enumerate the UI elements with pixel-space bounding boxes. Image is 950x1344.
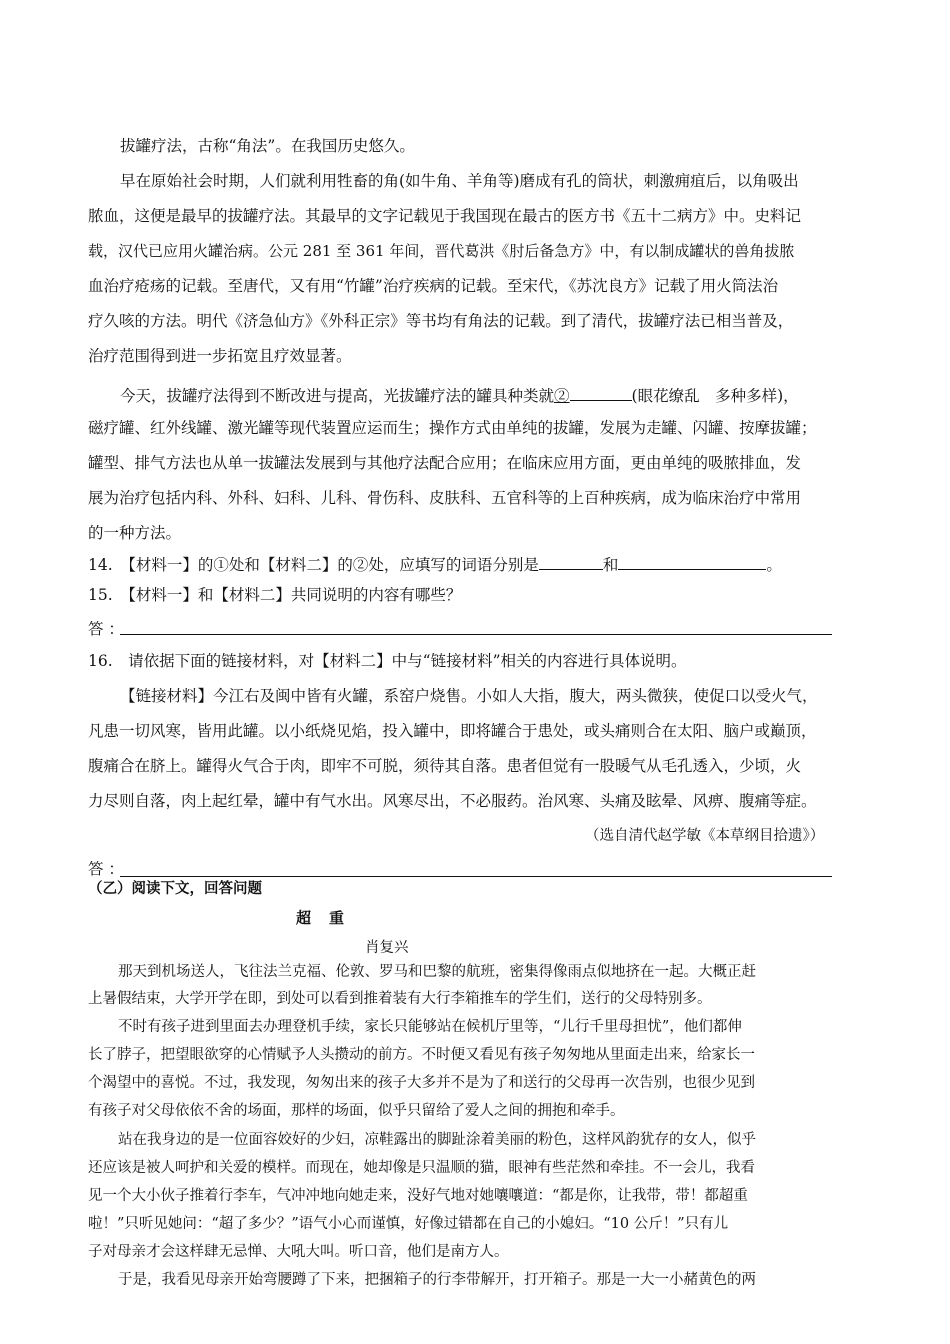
link-material-source: （选自清代赵学敏《本草纲目拾遗》） bbox=[585, 828, 825, 844]
answer-line-15[interactable] bbox=[120, 634, 832, 635]
fill-blank-2[interactable] bbox=[570, 384, 632, 401]
blank-marker-2: ② bbox=[554, 387, 570, 405]
answer-label-16: 答 ： bbox=[88, 860, 124, 878]
link-material-line-1: 【链接材料】今江右及闽中皆有火罐，系窑户烧售。小如人大指，腹大，两头微狭，使促口以受火气， bbox=[120, 687, 818, 705]
material2-para1-line-6: 治疗范围得到进一步拓宽且疗效显著。 bbox=[88, 347, 352, 365]
article-author: 肖复兴 bbox=[365, 940, 409, 956]
question-14-text: 14. 【材料一】的①处和【材料二】的②处，应填写的词语分别是 bbox=[88, 556, 539, 574]
link-material-line-2: 凡患一切风寒，皆用此罐。以小纸烧见焰，投入罐中，即将罐合于患处，或头痛则合在太阳、脑户或巅顶， bbox=[88, 722, 817, 740]
article-title: 超重 bbox=[296, 909, 363, 927]
article-line-10: 啦！”只听见她问：“超了多少？”语气小心而谨慎，好像过错都在自己的小媳妇。“10 公斤！”只有儿 bbox=[88, 1216, 729, 1232]
article-line-3: 不时有孩子进到里面去办理登机手续，家长只能够站在候机厅里等，“儿行千里母担忧”，他们都伸 bbox=[118, 1019, 742, 1035]
material2-para2-text-post: (眼花缭乱 多种多样)， bbox=[631, 387, 799, 405]
material2-para2-line-2: 磁疗罐、红外线罐、激光罐等现代装置应运而生；操作方式由单纯的拔罐，发展为走罐、闪罐、按摩拔罐； bbox=[88, 419, 817, 437]
material2-para2-line-1 bbox=[120, 384, 799, 406]
article-line-12: 于是，我看见母亲开始弯腰蹲了下来，把捆箱子的行李带解开，打开箱子。那是一大一小赭黄色的两 bbox=[118, 1272, 756, 1288]
article-line-7: 站在我身边的是一位面容姣好的少妇，凉鞋露出的脚趾涂着美丽的粉色，这样风韵犹存的女人，似乎 bbox=[118, 1132, 756, 1148]
q14-blank-1[interactable] bbox=[539, 553, 603, 570]
article-line-9: 见一个大小伙子推着行李车，气冲冲地向她走来，没好气地对她嚷嚷道：“都是你，让我带，带！都超重 bbox=[88, 1188, 748, 1204]
material2-intro: 拔罐疗法，古称“角法”。在我国历史悠久。 bbox=[120, 137, 415, 155]
article-line-8: 还应该是被人呵护和关爱的模样。而现在，她却像是只温顺的猫，眼神有些茫然和牵挂。不一会儿，我看 bbox=[88, 1160, 755, 1176]
link-material-line-4: 力尽则自落，肉上起红晕，罐中有气水出。风寒尽出，不必服药。治风寒、头痛及眩晕、风痹、腹痛等症。 bbox=[88, 792, 817, 810]
question-16: 16. 请依据下面的链接材料，对【材料二】中与“链接材料”相关的内容进行具体说明。 bbox=[88, 652, 687, 670]
article-line-6: 有孩子对父母依依不舍的场面，那样的场面，似乎只留给了爱人之间的拥抱和牵手。 bbox=[88, 1103, 625, 1119]
article-line-11: 子对母亲才会这样肆无忌惮、大吼大叫。听口音，他们是南方人。 bbox=[88, 1244, 509, 1260]
question-15: 15. 【材料一】和【材料二】共同说明的内容有哪些？ bbox=[88, 586, 462, 604]
section-b-heading: （乙）阅读下文，回答问题 bbox=[88, 880, 262, 897]
q14-blank-2[interactable] bbox=[618, 553, 766, 570]
link-material-line-3: 腹痛合在脐上。罐得火气合于肉，即牢不可脱，须待其自落。患者但觉有一股暖气从毛孔透入，少顷，火 bbox=[88, 757, 802, 775]
answer-line-16[interactable] bbox=[120, 876, 832, 877]
article-line-5: 个渴望中的喜悦。不过，我发现，匆匆出来的孩子大多并不是为了和送行的父母再一次告别，也很少见到 bbox=[88, 1075, 755, 1091]
material2-para1-line-2: 脓血，这便是最早的拔罐疗法。其最早的文字记载见于我国现在最古的医方书《五十二病方》中。史料记 bbox=[88, 207, 802, 225]
article-line-4: 长了脖子，把望眼欲穿的心情赋予人头攒动的前方。不时便又看见有孩子匆匆地从里面走出来，给家长一 bbox=[88, 1047, 755, 1063]
material2-para1-line-1: 早在原始社会时期，人们就利用牲畜的角(如牛角、羊角等)磨成有孔的筒状，刺激痈疽后，以角吸出 bbox=[120, 172, 799, 190]
question-14 bbox=[88, 553, 782, 575]
material2-para1-line-3: 载，汉代已应用火罐治病。公元 281 至 361 年间，晋代葛洪《肘后备急方》中，有以制成罐状的兽角拔脓 bbox=[88, 242, 795, 260]
material2-para1-line-5: 疗久咳的方法。明代《济急仙方》《外科正宗》等书均有角法的记载。到了清代，拔罐疗法已相当普及， bbox=[88, 312, 794, 330]
article-line-1: 那天到机场送人，飞往法兰克福、伦敦、罗马和巴黎的航班，密集得像雨点似地挤在一起。大概正赶 bbox=[118, 964, 756, 980]
material2-para2-line-3: 罐型、排气方法也从单一拔罐法发展到与其他疗法配合应用；在临床应用方面，更由单纯的吸脓排血，发 bbox=[88, 454, 802, 472]
material2-para2-text-pre: 今天，拔罐疗法得到不断改进与提高，光拔罐疗法的罐具种类就 bbox=[120, 387, 555, 405]
material2-para1-line-4: 血治疗疮疡的记载。至唐代，又有用“竹罐”治疗疾病的记载。至宋代，《苏沈良方》记载了用火筒法治 bbox=[88, 277, 779, 295]
question-14-end: 。 bbox=[766, 556, 782, 574]
material2-para2-line-5: 的一种方法。 bbox=[88, 524, 182, 542]
answer-label-15: 答 ： bbox=[88, 620, 124, 638]
article-line-2: 上暑假结束，大学开学在即，到处可以看到推着装有大行李箱推车的学生们，送行的父母特别多。 bbox=[88, 991, 712, 1007]
question-14-and: 和 bbox=[602, 556, 619, 574]
material2-para2-line-4: 展为治疗包括内科、外科、妇科、儿科、骨伤科、皮肤科、五官科等的上百种疾病，成为临床治疗中常用 bbox=[88, 489, 802, 507]
